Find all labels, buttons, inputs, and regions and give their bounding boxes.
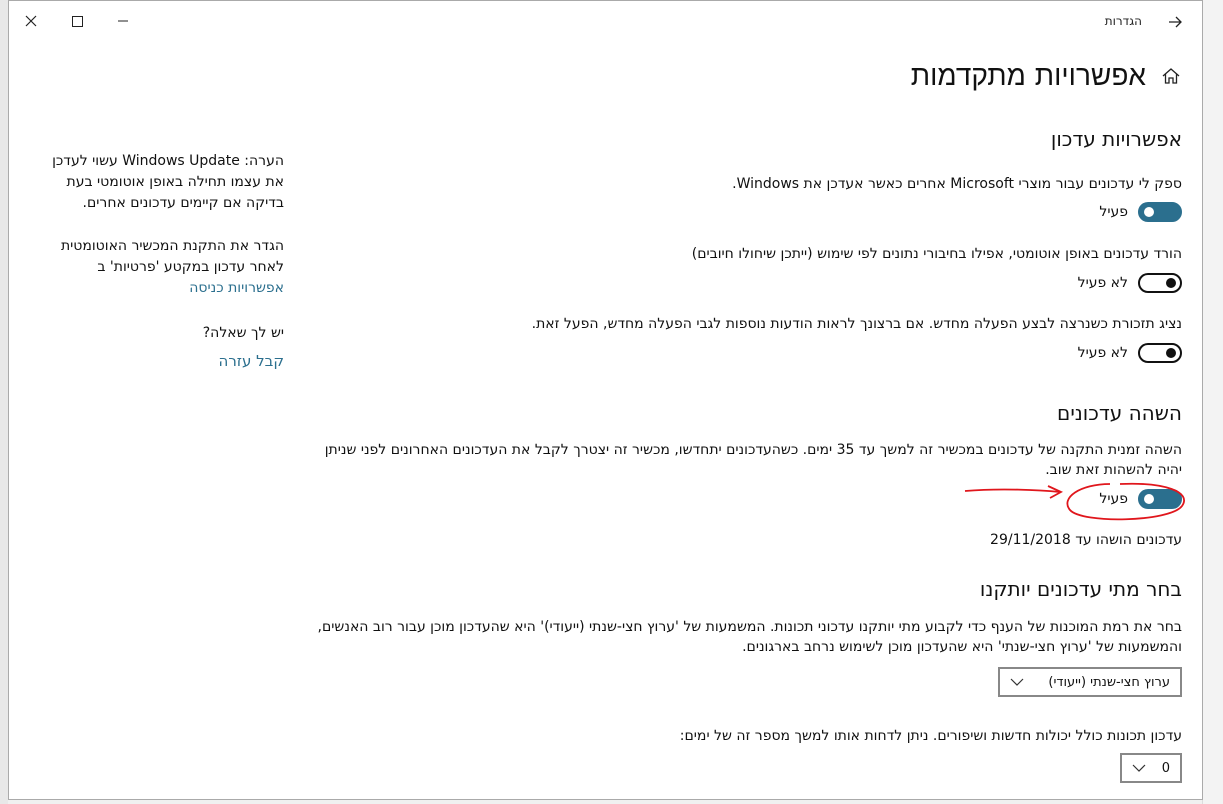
- minimize-button[interactable]: [109, 9, 137, 33]
- update-options-title: אפשרויות עדכון: [1050, 127, 1182, 151]
- restart-reminder-text: נציג תזכורת כשנרצה לבצע הפעלה מחדש. אם ברצונך לראות הודעות נוספות לגבי הפעלה מחדש, הפעל זאת.: [531, 316, 1182, 332]
- close-button[interactable]: [17, 9, 45, 33]
- sign-in-options-link[interactable]: אפשרויות כניסה: [189, 280, 284, 296]
- sidebar-privacy-text: הגדר את התקנת המכשיר האוטומטית לאחר עדכון במקטע 'פרטיות' ב: [60, 238, 284, 275]
- feature-defer-select[interactable]: [1120, 753, 1182, 783]
- close-icon: [25, 15, 37, 27]
- pause-updates-toggle[interactable]: [1138, 489, 1182, 509]
- app-title: הגדרות: [1104, 14, 1142, 28]
- metered-download-toggle-label: לא פעיל: [1077, 275, 1128, 291]
- feature-defer-value: 0: [1161, 760, 1170, 776]
- restart-reminder-toggle-row: [1078, 343, 1182, 363]
- settings-window: [8, 0, 1203, 800]
- feature-defer-text: עדכון תכונות כולל יכולות חדשות ושיפורים. ניתן לדחות אותו למשך מספר זה של ימים:: [679, 728, 1182, 744]
- channel-select[interactable]: [998, 667, 1182, 697]
- page-title: אפשרויות מתקדמות: [910, 59, 1146, 92]
- sidebar-privacy: [39, 236, 284, 299]
- home-button[interactable]: [1160, 65, 1182, 87]
- minimize-icon: [117, 15, 129, 27]
- metered-download-text: הורד עדכונים באופן אוטומטי, אפילו בחיבורי נתונים לפי שימוש (ייתכן שיחולו חיובים): [691, 246, 1182, 262]
- maximize-icon: [72, 16, 83, 27]
- pause-updates-toggle-row: [1099, 489, 1182, 509]
- choose-when-title: בחר מתי עדכונים יותקנו: [979, 577, 1182, 601]
- restart-reminder-toggle[interactable]: [1138, 343, 1182, 363]
- channel-select-value: ערוץ חצי-שנתי (ייעודי): [1048, 674, 1170, 690]
- choose-when-description: בחר את רמת המוכנות של הענף כדי לקבוע מתי יותקנו עדכוני תכונות. המשמעות של 'ערוץ חצי-שנתי (ייעודי)' היא שהעדכון מוכן עבור רוב האנשים, והמשמעות של 'ערוץ חצי-שנתי' היא שהעדכון מוכן לשימוש נרחב בארגונים.: [317, 619, 1182, 655]
- other-products-toggle-row: [1099, 202, 1182, 222]
- chevron-down-icon: [1132, 764, 1146, 772]
- background-desktop-left: [0, 0, 8, 804]
- chevron-down-icon: [1010, 678, 1024, 686]
- sidebar-note: הערה: Windows Update עשוי לעדכן את עצמו תחילה באופן אוטומטי בעת בדיקה אם קיימים עדכונים אחרים.: [52, 153, 284, 211]
- arrow-right-icon: [1168, 15, 1182, 29]
- paused-until-text: עדכונים הושהו עד 29/11/2018: [990, 532, 1182, 548]
- restart-reminder-toggle-label: לא פעיל: [1077, 345, 1128, 361]
- title-bar: [9, 1, 1202, 43]
- home-icon: [1161, 66, 1181, 86]
- other-products-toggle[interactable]: [1138, 202, 1182, 222]
- metered-download-toggle[interactable]: [1138, 273, 1182, 293]
- background-desktop-right: [1202, 0, 1223, 804]
- back-button[interactable]: [1164, 11, 1186, 33]
- other-products-toggle-label: פעיל: [1099, 204, 1128, 220]
- pause-updates-description: השהה זמנית התקנה של עדכונים במכשיר זה למשך עד 35 ימים. כשהעדכונים יתחדשו, מכשיר זה יצטרך לקבל את העדכונים האחרונים לפני שניתן יהיה להשהות זאת שוב.: [324, 442, 1182, 478]
- maximize-button[interactable]: [63, 9, 91, 33]
- other-products-text: ספק לי עדכונים עבור מוצרי Microsoft אחרים כאשר אעדכן את Windows.: [732, 176, 1182, 192]
- get-help-link[interactable]: קבל עזרה: [218, 352, 284, 370]
- sidebar-question: יש לך שאלה?: [202, 325, 284, 341]
- page-header: [911, 59, 1182, 92]
- pause-updates-toggle-label: פעיל: [1099, 491, 1128, 507]
- pause-updates-title: השהה עדכונים: [1057, 401, 1182, 425]
- metered-download-toggle-row: [1078, 273, 1182, 293]
